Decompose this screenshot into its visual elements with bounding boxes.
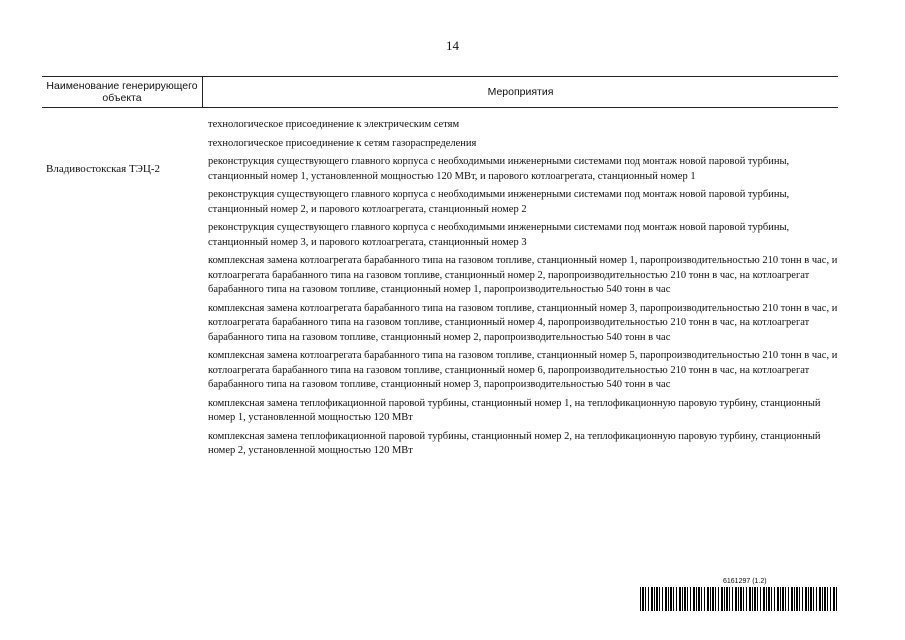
activities-list [208,118,838,463]
column-header-object-name: Наименование генерирующего объекта [42,77,203,107]
column-header-activities: Мероприятия [487,86,554,98]
activity-item: комплексная замена теплофикационной паровой турбины, станционный номер 2, на теплофикационную паровую турбину, станционный номер 2, установленной мощностью 120 МВт [208,430,821,456]
activity-item: комплексная замена котлоагрегата барабанного типа на газовом топливе, станционный номер 5, паропроизводительностью 210 тонн в час, и котлоагрегата барабанного типа на газовом топливе, станционный номер 6, паропроизводительностью 210 тонн в час, на котлоагрегат барабанного типа на газовом топливе, станционный номер 3, паропроизводительностью 540 тонн в час [208,350,838,390]
activity-item: технологическое присоединение к электрическим сетям [208,119,460,130]
barcode-image [640,587,838,611]
activity-item: реконструкция существующего главного корпуса с необходимыми инженерными системами под монтаж новой паровой турбины, станционный номер 1, установленной мощностью 120 МВт, и парового котлоагрегата, станционный номер 1 [208,156,790,182]
activity-item: комплексная замена теплофикационной паровой турбины, станционный номер 1, на теплофикационную паровую турбину, станционный номер 1, установленной мощностью 120 МВт [208,397,821,423]
activity-item: комплексная замена котлоагрегата барабанного типа на газовом топливе, станционный номер 3, паропроизводительностью 210 тонн в час, и котлоагрегата барабанного типа на газовом топливе, станционный номер 4, паропроизводительностью 210 тонн в час, на котлоагрегат барабанного типа на газовом топливе, станционный номер 2, паропроизводительностью 540 тонн в час [208,302,838,343]
activity-item: комплексная замена котлоагрегата барабанного типа на газовом топливе, станционный номер 1, паропроизводительностью 210 тонн в час, и котлоагрегата барабанного типа на газовом топливе, станционный номер 2, паропроизводительностью 210 тонн в час, на котлоагрегат барабанного типа на газовом топливе, станционный номер 1, паропроизводительностью 540 тонн в час [208,255,838,295]
activity-item: реконструкция существующего главного корпуса с необходимыми инженерными системами под монтаж новой паровой турбины, станционный номер 3, и парового котлоагрегата, станционный номер 3 [208,222,790,248]
page-number: 14 [446,38,459,53]
activity-item: технологическое присоединение к сетям газораспределения [208,137,477,149]
activity-item: реконструкция существующего главного корпуса с необходимыми инженерными системами под монтаж новой паровой турбины, станционный номер 2, и парового котлоагрегата, станционный номер 2 [208,189,790,215]
table-header [42,76,838,108]
generating-object-name: Владивостокская ТЭЦ-2 [46,163,161,175]
document-code: 6161297 (1.2) [723,578,767,585]
